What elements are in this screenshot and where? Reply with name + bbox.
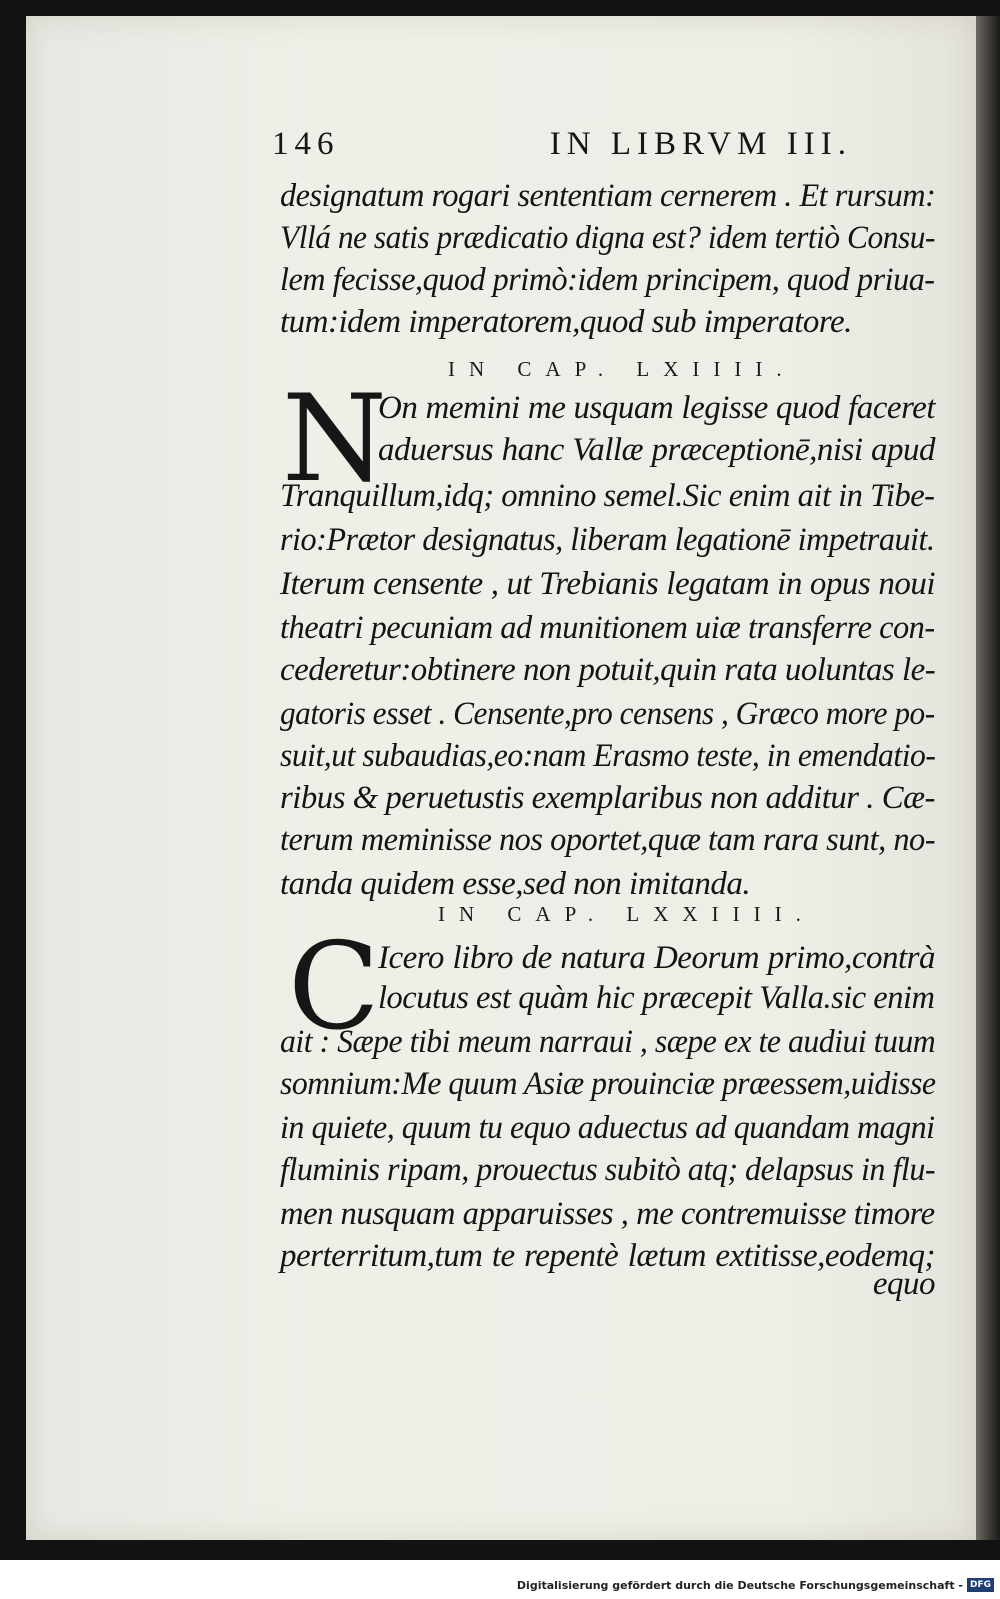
text-line-content: somnium:Me quum Asiæ prouinciæ præessem,uidisse <box>280 1066 936 1102</box>
text-line-content: tanda quidem esse,sed non imitanda. <box>280 866 751 902</box>
chapter-heading-lxxiiii: IN CAP. LXXIIII. <box>438 902 815 926</box>
text-line-content: locutus est quàm hic præcepit Valla.sic enim <box>378 980 935 1016</box>
text-line-content: in quiete, quum tu equo aduectus ad quandam magni <box>280 1110 935 1146</box>
text-line <box>280 1066 935 1103</box>
text-line <box>280 610 935 647</box>
catchword: equo <box>872 1266 935 1302</box>
text-line-content: fluminis ripam, prouectus subitò atq; delapsus in flu- <box>280 1152 936 1188</box>
text-line <box>280 220 935 257</box>
digitization-footer <box>517 1575 1000 1595</box>
text-line-content: Icero libro de natura Deorum primo,contrà <box>378 940 935 976</box>
text-line-content: cederetur:obtinere non potuit,quin rata uoluntas le- <box>280 652 936 688</box>
text-line <box>280 780 935 817</box>
text-line <box>280 738 935 775</box>
text-line-content: gatoris esset . Censente,pro censens , Græco more po- <box>280 696 935 732</box>
text-line <box>280 478 935 515</box>
text-line-content: men nusquam apparuisses , me contremuisse timore <box>280 1196 935 1232</box>
text-line <box>280 304 935 341</box>
text-line <box>378 432 935 469</box>
text-line <box>280 652 935 689</box>
chapter-heading-lxiiii: IN CAP. LXIIII. <box>448 357 796 381</box>
text-line-content: On memini me usquam legisse quod faceret <box>378 390 935 426</box>
text-line <box>280 696 935 733</box>
drop-cap-c: C <box>288 918 380 1057</box>
text-line <box>280 1196 935 1233</box>
text-line <box>280 866 935 903</box>
drop-cap-n: N <box>282 370 387 509</box>
text-line <box>378 980 935 1017</box>
footer-text: Digitalisierung gefördert durch die Deutsche Forschungsgemeinschaft - <box>516 1578 963 1592</box>
text-line <box>280 1024 935 1061</box>
text-line <box>280 1110 935 1147</box>
running-title: IN LIBRVM III. <box>549 126 852 162</box>
text-line <box>378 940 935 977</box>
text-line <box>280 262 935 299</box>
text-line-content: designatum rogari sententiam cernerem . Et rursum: <box>280 178 936 214</box>
text-line-content: aduersus hanc Vallæ præceptionē,nisi apud <box>378 432 935 468</box>
text-line <box>378 390 935 427</box>
text-line-content: ribus & peruetustis exemplaribus non additur . Cæ- <box>280 780 935 816</box>
running-head <box>272 126 852 163</box>
text-line <box>280 522 935 559</box>
dfg-logo: DFG <box>967 1578 994 1592</box>
text-line-content: ait : Sæpe tibi meum narraui , sæpe ex te audiui tuum <box>280 1024 936 1060</box>
text-line <box>280 178 935 215</box>
text-line <box>280 822 935 859</box>
page-number: 146 <box>272 126 340 162</box>
text-line-content: theatri pecuniam ad munitionem uiæ transferre con- <box>280 610 935 646</box>
text-line-content: Vllá ne satis prædicatio digna est? idem tertiò Consu- <box>280 220 935 256</box>
text-line <box>280 566 935 603</box>
text-line-content: lem fecisse,quod primò:idem principem, quod priua- <box>280 262 935 298</box>
text-line-content: Tranquillum,idq; omnino semel.Sic enim ait in Tibe- <box>280 478 935 514</box>
text-line-content: suit,ut subaudias,eo:nam Erasmo teste, in emendatio- <box>280 738 936 774</box>
text-line-content: Iterum censente , ut Trebianis legatam in opus noui <box>280 566 935 602</box>
text-line-content: tum:idem imperatorem,quod sub imperatore. <box>280 304 852 340</box>
book-binding-edge <box>976 16 1000 1540</box>
text-line <box>280 1152 935 1189</box>
text-line-content: terum meminisse nos oportet,quæ tam rara sunt, no- <box>280 822 936 858</box>
text-line-content: rio:Prætor designatus, liberam legationē impetrauit. <box>280 522 935 558</box>
text-line-content: perterritum,tum te repentè lætum extitisse,eodemq; <box>280 1238 935 1274</box>
